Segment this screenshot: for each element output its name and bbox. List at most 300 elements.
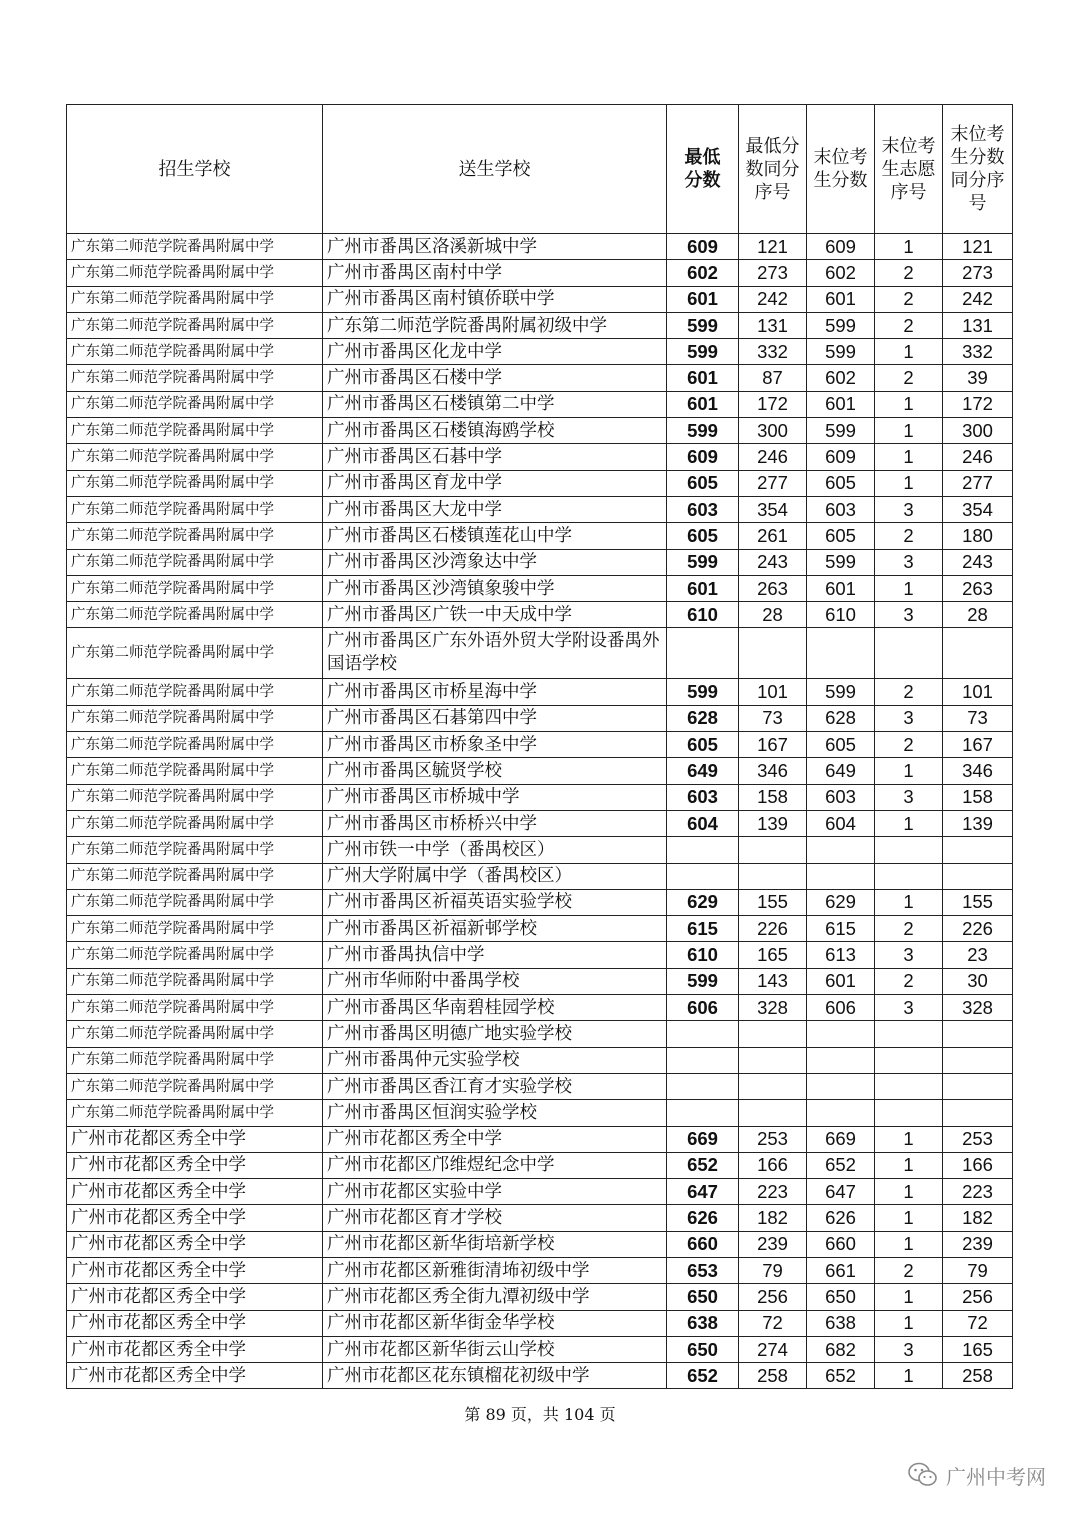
cell-min-score: 652: [667, 1363, 739, 1389]
cell-min-score: 605: [667, 732, 739, 758]
cell-enrolling-school: 广东第二师范学院番禺附属中学: [67, 679, 323, 705]
cell-enrolling-school: 广州市花都区秀全中学: [67, 1205, 323, 1231]
cell-last-score: 661: [807, 1257, 875, 1283]
cell-enrolling-school: 广州市花都区秀全中学: [67, 1231, 323, 1257]
cell-last-score: 604: [807, 810, 875, 836]
cell-last-choice-rank: 1: [875, 1231, 943, 1257]
cell-min-score: 647: [667, 1179, 739, 1205]
cell-enrolling-school: 广州市花都区秀全中学: [67, 1363, 323, 1389]
cell-last-score: 669: [807, 1126, 875, 1152]
cell-last-tie-rank: [943, 1021, 1013, 1047]
cell-last-tie-rank: 39: [943, 365, 1013, 391]
cell-min-score: [667, 863, 739, 889]
cell-last-tie-rank: 121: [943, 234, 1013, 260]
cell-last-score: 649: [807, 758, 875, 784]
cell-min-score-tie-rank: 121: [739, 234, 807, 260]
table-row: [67, 995, 1013, 1021]
table-row: [67, 1231, 1013, 1257]
cell-enrolling-school: 广东第二师范学院番禺附属中学: [67, 732, 323, 758]
cell-last-tie-rank: 346: [943, 758, 1013, 784]
cell-min-score-tie-rank: 72: [739, 1310, 807, 1336]
cell-last-tie-rank: 226: [943, 916, 1013, 942]
table-row: [67, 968, 1013, 994]
cell-sending-school: 广州市番禺区南村中学: [323, 260, 667, 286]
table-row: [67, 602, 1013, 628]
cell-last-choice-rank: 3: [875, 602, 943, 628]
watermark: [908, 1458, 1046, 1492]
cell-last-tie-rank: 182: [943, 1205, 1013, 1231]
cell-min-score-tie-rank: 167: [739, 732, 807, 758]
cell-last-score: 647: [807, 1179, 875, 1205]
cell-enrolling-school: 广东第二师范学院番禺附属中学: [67, 995, 323, 1021]
cell-last-tie-rank: 242: [943, 286, 1013, 312]
table-row: [67, 444, 1013, 470]
table-row: [67, 628, 1013, 679]
cell-last-score: 601: [807, 575, 875, 601]
cell-min-score: [667, 837, 739, 863]
table-row: [67, 1336, 1013, 1362]
cell-sending-school: 广州市花都区新华街云山学校: [323, 1336, 667, 1362]
cell-last-choice-rank: 1: [875, 1284, 943, 1310]
cell-min-score: 610: [667, 942, 739, 968]
cell-sending-school: 广州市番禺区洛溪新城中学: [323, 234, 667, 260]
cell-last-score: 615: [807, 916, 875, 942]
cell-sending-school: 广州市番禺区石碁第四中学: [323, 705, 667, 731]
cell-last-tie-rank: 165: [943, 1336, 1013, 1362]
cell-sending-school: 广州市番禺区石碁中学: [323, 444, 667, 470]
cell-last-choice-rank: 2: [875, 260, 943, 286]
table-row: [67, 679, 1013, 705]
cell-min-score: 599: [667, 339, 739, 365]
cell-enrolling-school: 广东第二师范学院番禺附属中学: [67, 942, 323, 968]
cell-min-score: 609: [667, 234, 739, 260]
cell-min-score: [667, 628, 739, 679]
cell-sending-school: 广州市番禺区石楼镇海鸥学校: [323, 418, 667, 444]
cell-sending-school: 广州市番禺区香江育才实验学校: [323, 1073, 667, 1099]
cell-min-score-tie-rank: 261: [739, 523, 807, 549]
table-row: [67, 365, 1013, 391]
cell-last-score: [807, 1100, 875, 1126]
cell-sending-school: 广州市花都区秀全中学: [323, 1126, 667, 1152]
cell-enrolling-school: 广州市花都区秀全中学: [67, 1179, 323, 1205]
cell-min-score: 603: [667, 496, 739, 522]
cell-sending-school: 广州市番禺区石楼镇莲花山中学: [323, 523, 667, 549]
cell-min-score: 605: [667, 470, 739, 496]
cell-last-choice-rank: 1: [875, 1179, 943, 1205]
cell-last-choice-rank: [875, 1100, 943, 1126]
cell-min-score-tie-rank: 246: [739, 444, 807, 470]
cell-min-score-tie-rank: 253: [739, 1126, 807, 1152]
table-row: [67, 1021, 1013, 1047]
cell-last-choice-rank: 1: [875, 339, 943, 365]
cell-last-choice-rank: 2: [875, 312, 943, 338]
cell-last-score: 682: [807, 1336, 875, 1362]
table-row: [67, 1310, 1013, 1336]
table-row: [67, 1073, 1013, 1099]
cell-min-score: 650: [667, 1336, 739, 1362]
cell-sending-school: 广州市番禺区市桥城中学: [323, 784, 667, 810]
cell-last-tie-rank: [943, 863, 1013, 889]
cell-last-score: 605: [807, 523, 875, 549]
cell-last-tie-rank: 328: [943, 995, 1013, 1021]
cell-last-choice-rank: 1: [875, 575, 943, 601]
cell-sending-school: 广州市番禺区育龙中学: [323, 470, 667, 496]
cell-last-score: 605: [807, 470, 875, 496]
cell-last-choice-rank: 1: [875, 1363, 943, 1389]
cell-last-score: 628: [807, 705, 875, 731]
cell-min-score-tie-rank: 226: [739, 916, 807, 942]
cell-min-score: 660: [667, 1231, 739, 1257]
cell-sending-school: 广州市番禺区大龙中学: [323, 496, 667, 522]
table-row: [67, 705, 1013, 731]
cell-last-tie-rank: 239: [943, 1231, 1013, 1257]
cell-last-choice-rank: [875, 1073, 943, 1099]
cell-last-choice-rank: 2: [875, 732, 943, 758]
cell-enrolling-school: 广州市花都区秀全中学: [67, 1310, 323, 1336]
cell-enrolling-school: 广东第二师范学院番禺附属中学: [67, 758, 323, 784]
cell-min-score-tie-rank: [739, 1047, 807, 1073]
table-header-row: [67, 105, 1013, 234]
cell-last-score: 602: [807, 260, 875, 286]
watermark-text: 广州中考网: [946, 1464, 1046, 1489]
cell-sending-school: 广州市花都区新雅街清㘵初级中学: [323, 1257, 667, 1283]
cell-last-score: 660: [807, 1231, 875, 1257]
cell-last-tie-rank: [943, 837, 1013, 863]
cell-enrolling-school: 广东第二师范学院番禺附属中学: [67, 1021, 323, 1047]
cell-enrolling-school: 广东第二师范学院番禺附属中学: [67, 810, 323, 836]
cell-last-score: [807, 1073, 875, 1099]
table-row: [67, 260, 1013, 286]
table-row: [67, 810, 1013, 836]
cell-last-score: 652: [807, 1363, 875, 1389]
cell-enrolling-school: 广东第二师范学院番禺附属中学: [67, 339, 323, 365]
cell-min-score-tie-rank: 223: [739, 1179, 807, 1205]
admission-table: [66, 104, 1013, 1389]
header-enrolling-school: 招生学校: [67, 105, 323, 234]
cell-last-choice-rank: [875, 628, 943, 679]
cell-last-score: 626: [807, 1205, 875, 1231]
table-row: [67, 784, 1013, 810]
cell-enrolling-school: 广东第二师范学院番禺附属中学: [67, 470, 323, 496]
table-row: [67, 523, 1013, 549]
cell-last-score: [807, 863, 875, 889]
cell-min-score: 599: [667, 968, 739, 994]
cell-sending-school: 广州市番禺区石楼镇第二中学: [323, 391, 667, 417]
cell-min-score-tie-rank: 263: [739, 575, 807, 601]
cell-sending-school: 广州市花都区实验中学: [323, 1179, 667, 1205]
cell-last-choice-rank: 1: [875, 1310, 943, 1336]
header-min-score-tie-rank: 最低分 数同分 序号: [739, 105, 807, 234]
cell-last-score: 601: [807, 968, 875, 994]
table-row: [67, 1363, 1013, 1389]
table-row: [67, 1205, 1013, 1231]
cell-min-score: 599: [667, 418, 739, 444]
cell-min-score-tie-rank: [739, 1100, 807, 1126]
table-row: [67, 1152, 1013, 1178]
cell-enrolling-school: 广东第二师范学院番禺附属中学: [67, 286, 323, 312]
cell-min-score: 650: [667, 1284, 739, 1310]
cell-last-score: 605: [807, 732, 875, 758]
cell-min-score: [667, 1100, 739, 1126]
cell-min-score: 605: [667, 523, 739, 549]
cell-last-tie-rank: 243: [943, 549, 1013, 575]
cell-last-choice-rank: [875, 1047, 943, 1073]
cell-last-tie-rank: 30: [943, 968, 1013, 994]
table-row: [67, 863, 1013, 889]
cell-enrolling-school: 广东第二师范学院番禺附属中学: [67, 1073, 323, 1099]
table-row: [67, 1179, 1013, 1205]
cell-min-score-tie-rank: 158: [739, 784, 807, 810]
header-last-score: 末位考 生分数: [807, 105, 875, 234]
cell-sending-school: 广州市花都区新华街金华学校: [323, 1310, 667, 1336]
cell-min-score-tie-rank: 277: [739, 470, 807, 496]
cell-min-score: 609: [667, 444, 739, 470]
cell-sending-school: 广州市番禺区毓贤学校: [323, 758, 667, 784]
cell-last-score: 629: [807, 889, 875, 915]
table-row: [67, 234, 1013, 260]
table-row: [67, 942, 1013, 968]
cell-enrolling-school: 广州市花都区秀全中学: [67, 1257, 323, 1283]
cell-last-choice-rank: 1: [875, 391, 943, 417]
cell-last-choice-rank: [875, 1021, 943, 1047]
cell-enrolling-school: 广东第二师范学院番禺附属中学: [67, 496, 323, 522]
cell-last-tie-rank: [943, 1073, 1013, 1099]
cell-last-tie-rank: 258: [943, 1363, 1013, 1389]
header-last-choice-rank: 末位考 生志愿 序号: [875, 105, 943, 234]
cell-sending-school: 广州市番禺区祈福英语实验学校: [323, 889, 667, 915]
cell-last-tie-rank: 332: [943, 339, 1013, 365]
cell-min-score-tie-rank: 155: [739, 889, 807, 915]
cell-last-score: 599: [807, 312, 875, 338]
header-min-score: 最低 分数: [667, 105, 739, 234]
cell-min-score: 606: [667, 995, 739, 1021]
cell-sending-school: 广州市番禺区恒润实验学校: [323, 1100, 667, 1126]
cell-min-score-tie-rank: 73: [739, 705, 807, 731]
table-row: [67, 732, 1013, 758]
cell-min-score: 601: [667, 575, 739, 601]
cell-last-score: 609: [807, 444, 875, 470]
cell-last-choice-rank: 2: [875, 968, 943, 994]
cell-min-score-tie-rank: [739, 628, 807, 679]
cell-last-choice-rank: 1: [875, 470, 943, 496]
cell-min-score-tie-rank: 300: [739, 418, 807, 444]
cell-last-choice-rank: 1: [875, 758, 943, 784]
cell-min-score-tie-rank: 172: [739, 391, 807, 417]
cell-enrolling-school: 广东第二师范学院番禺附属中学: [67, 549, 323, 575]
cell-sending-school: 广州市番禺区祈福新邨学校: [323, 916, 667, 942]
cell-sending-school: 广州市番禺区市桥桥兴中学: [323, 810, 667, 836]
cell-last-tie-rank: 73: [943, 705, 1013, 731]
cell-min-score-tie-rank: 332: [739, 339, 807, 365]
cell-last-tie-rank: [943, 1100, 1013, 1126]
cell-last-tie-rank: 172: [943, 391, 1013, 417]
header-sending-school: 送生学校: [323, 105, 667, 234]
cell-last-score: 599: [807, 339, 875, 365]
cell-min-score-tie-rank: 274: [739, 1336, 807, 1362]
cell-min-score-tie-rank: [739, 837, 807, 863]
cell-min-score: 638: [667, 1310, 739, 1336]
cell-min-score-tie-rank: 258: [739, 1363, 807, 1389]
cell-min-score-tie-rank: 243: [739, 549, 807, 575]
cell-last-choice-rank: 1: [875, 418, 943, 444]
cell-last-tie-rank: 354: [943, 496, 1013, 522]
wechat-icon: [908, 1462, 938, 1488]
table-row: [67, 575, 1013, 601]
cell-min-score-tie-rank: 242: [739, 286, 807, 312]
cell-last-tie-rank: 273: [943, 260, 1013, 286]
cell-enrolling-school: 广东第二师范学院番禺附属中学: [67, 968, 323, 994]
cell-enrolling-school: 广东第二师范学院番禺附属中学: [67, 837, 323, 863]
cell-last-choice-rank: 1: [875, 444, 943, 470]
cell-last-score: 609: [807, 234, 875, 260]
cell-enrolling-school: 广东第二师范学院番禺附属中学: [67, 628, 323, 679]
cell-sending-school: 广州市华师附中番禺学校: [323, 968, 667, 994]
cell-enrolling-school: 广东第二师范学院番禺附属中学: [67, 444, 323, 470]
cell-min-score: 602: [667, 260, 739, 286]
cell-sending-school: 广东第二师范学院番禺附属初级中学: [323, 312, 667, 338]
cell-sending-school: 广州市番禺区沙湾镇象骏中学: [323, 575, 667, 601]
table-row: [67, 418, 1013, 444]
cell-enrolling-school: 广州市花都区秀全中学: [67, 1284, 323, 1310]
cell-enrolling-school: 广州市花都区秀全中学: [67, 1152, 323, 1178]
cell-min-score: 599: [667, 549, 739, 575]
cell-sending-school: 广州市花都区新华街培新学校: [323, 1231, 667, 1257]
cell-sending-school: 广州市番禺区广东外语外贸大学附设番禺外国语学校: [323, 628, 667, 679]
cell-min-score-tie-rank: 131: [739, 312, 807, 338]
cell-last-choice-rank: 1: [875, 1205, 943, 1231]
cell-last-score: [807, 837, 875, 863]
table-row: [67, 312, 1013, 338]
cell-min-score: [667, 1021, 739, 1047]
cell-last-choice-rank: 3: [875, 705, 943, 731]
cell-last-choice-rank: 2: [875, 1257, 943, 1283]
cell-min-score-tie-rank: 256: [739, 1284, 807, 1310]
table-row: [67, 1284, 1013, 1310]
cell-last-choice-rank: 1: [875, 889, 943, 915]
cell-last-score: 599: [807, 679, 875, 705]
cell-last-tie-rank: 23: [943, 942, 1013, 968]
cell-min-score: 610: [667, 602, 739, 628]
cell-sending-school: 广州市番禺区石楼中学: [323, 365, 667, 391]
cell-min-score: [667, 1047, 739, 1073]
page-number: 第 89 页，共 104 页: [464, 1405, 616, 1424]
cell-last-tie-rank: 155: [943, 889, 1013, 915]
cell-sending-school: 广州市番禺区明德广地实验学校: [323, 1021, 667, 1047]
cell-enrolling-school: 广东第二师范学院番禺附属中学: [67, 391, 323, 417]
cell-sending-school: 广州市番禺区市桥象圣中学: [323, 732, 667, 758]
header-last-tie-rank: 末位考 生分数 同分序 号: [943, 105, 1013, 234]
cell-sending-school: 广州市花都区秀全街九潭初级中学: [323, 1284, 667, 1310]
cell-sending-school: 广州市花都区花东镇榴花初级中学: [323, 1363, 667, 1389]
cell-sending-school: 广州大学附属中学（番禺校区）: [323, 863, 667, 889]
cell-enrolling-school: 广东第二师范学院番禺附属中学: [67, 705, 323, 731]
cell-last-tie-rank: 139: [943, 810, 1013, 836]
cell-last-tie-rank: 166: [943, 1152, 1013, 1178]
table-row: [67, 1047, 1013, 1073]
cell-last-tie-rank: 263: [943, 575, 1013, 601]
cell-enrolling-school: 广东第二师范学院番禺附属中学: [67, 575, 323, 601]
cell-sending-school: 广州市番禺区化龙中学: [323, 339, 667, 365]
cell-last-choice-rank: 1: [875, 1126, 943, 1152]
cell-last-score: 601: [807, 391, 875, 417]
cell-last-choice-rank: 2: [875, 679, 943, 705]
table-row: [67, 758, 1013, 784]
cell-last-tie-rank: 300: [943, 418, 1013, 444]
cell-last-score: 652: [807, 1152, 875, 1178]
table-row: [67, 1100, 1013, 1126]
cell-last-tie-rank: [943, 628, 1013, 679]
table-row: [67, 1126, 1013, 1152]
cell-min-score: 629: [667, 889, 739, 915]
cell-last-tie-rank: 253: [943, 1126, 1013, 1152]
cell-last-choice-rank: 1: [875, 234, 943, 260]
cell-last-tie-rank: 158: [943, 784, 1013, 810]
cell-sending-school: 广州市番禺区市桥星海中学: [323, 679, 667, 705]
table-row: [67, 549, 1013, 575]
cell-min-score-tie-rank: 328: [739, 995, 807, 1021]
cell-enrolling-school: 广东第二师范学院番禺附属中学: [67, 260, 323, 286]
cell-last-score: 603: [807, 496, 875, 522]
cell-min-score-tie-rank: 346: [739, 758, 807, 784]
cell-enrolling-school: 广东第二师范学院番禺附属中学: [67, 863, 323, 889]
cell-enrolling-school: 广东第二师范学院番禺附属中学: [67, 234, 323, 260]
cell-min-score: 649: [667, 758, 739, 784]
cell-min-score: 601: [667, 286, 739, 312]
table-row: [67, 339, 1013, 365]
cell-last-choice-rank: 3: [875, 549, 943, 575]
cell-last-choice-rank: 1: [875, 1152, 943, 1178]
cell-min-score: 603: [667, 784, 739, 810]
cell-last-tie-rank: 28: [943, 602, 1013, 628]
cell-min-score-tie-rank: 182: [739, 1205, 807, 1231]
cell-enrolling-school: 广东第二师范学院番禺附属中学: [67, 889, 323, 915]
cell-sending-school: 广州市番禺区华南碧桂园学校: [323, 995, 667, 1021]
cell-last-choice-rank: 3: [875, 496, 943, 522]
table-row: [67, 286, 1013, 312]
cell-last-tie-rank: 277: [943, 470, 1013, 496]
cell-min-score: 604: [667, 810, 739, 836]
cell-min-score: 601: [667, 391, 739, 417]
cell-min-score: 628: [667, 705, 739, 731]
cell-last-score: 603: [807, 784, 875, 810]
cell-enrolling-school: 广州市花都区秀全中学: [67, 1336, 323, 1362]
cell-last-score: 602: [807, 365, 875, 391]
cell-last-choice-rank: [875, 863, 943, 889]
cell-min-score: 669: [667, 1126, 739, 1152]
cell-last-score: [807, 628, 875, 679]
cell-sending-school: 广州市花都区邝维煜纪念中学: [323, 1152, 667, 1178]
cell-enrolling-school: 广东第二师范学院番禺附属中学: [67, 365, 323, 391]
cell-last-choice-rank: 3: [875, 784, 943, 810]
cell-min-score: 653: [667, 1257, 739, 1283]
cell-enrolling-school: 广东第二师范学院番禺附属中学: [67, 418, 323, 444]
cell-enrolling-school: 广东第二师范学院番禺附属中学: [67, 1047, 323, 1073]
cell-sending-school: 广州市番禺区南村镇侨联中学: [323, 286, 667, 312]
cell-last-score: 638: [807, 1310, 875, 1336]
cell-min-score: 599: [667, 312, 739, 338]
cell-min-score-tie-rank: [739, 863, 807, 889]
cell-last-choice-rank: 3: [875, 1336, 943, 1362]
cell-min-score: [667, 1073, 739, 1099]
cell-min-score: 652: [667, 1152, 739, 1178]
cell-min-score: 599: [667, 679, 739, 705]
cell-enrolling-school: 广东第二师范学院番禺附属中学: [67, 312, 323, 338]
cell-enrolling-school: 广东第二师范学院番禺附属中学: [67, 784, 323, 810]
cell-last-score: 650: [807, 1284, 875, 1310]
cell-last-choice-rank: 3: [875, 995, 943, 1021]
cell-min-score-tie-rank: 139: [739, 810, 807, 836]
table-row: [67, 837, 1013, 863]
